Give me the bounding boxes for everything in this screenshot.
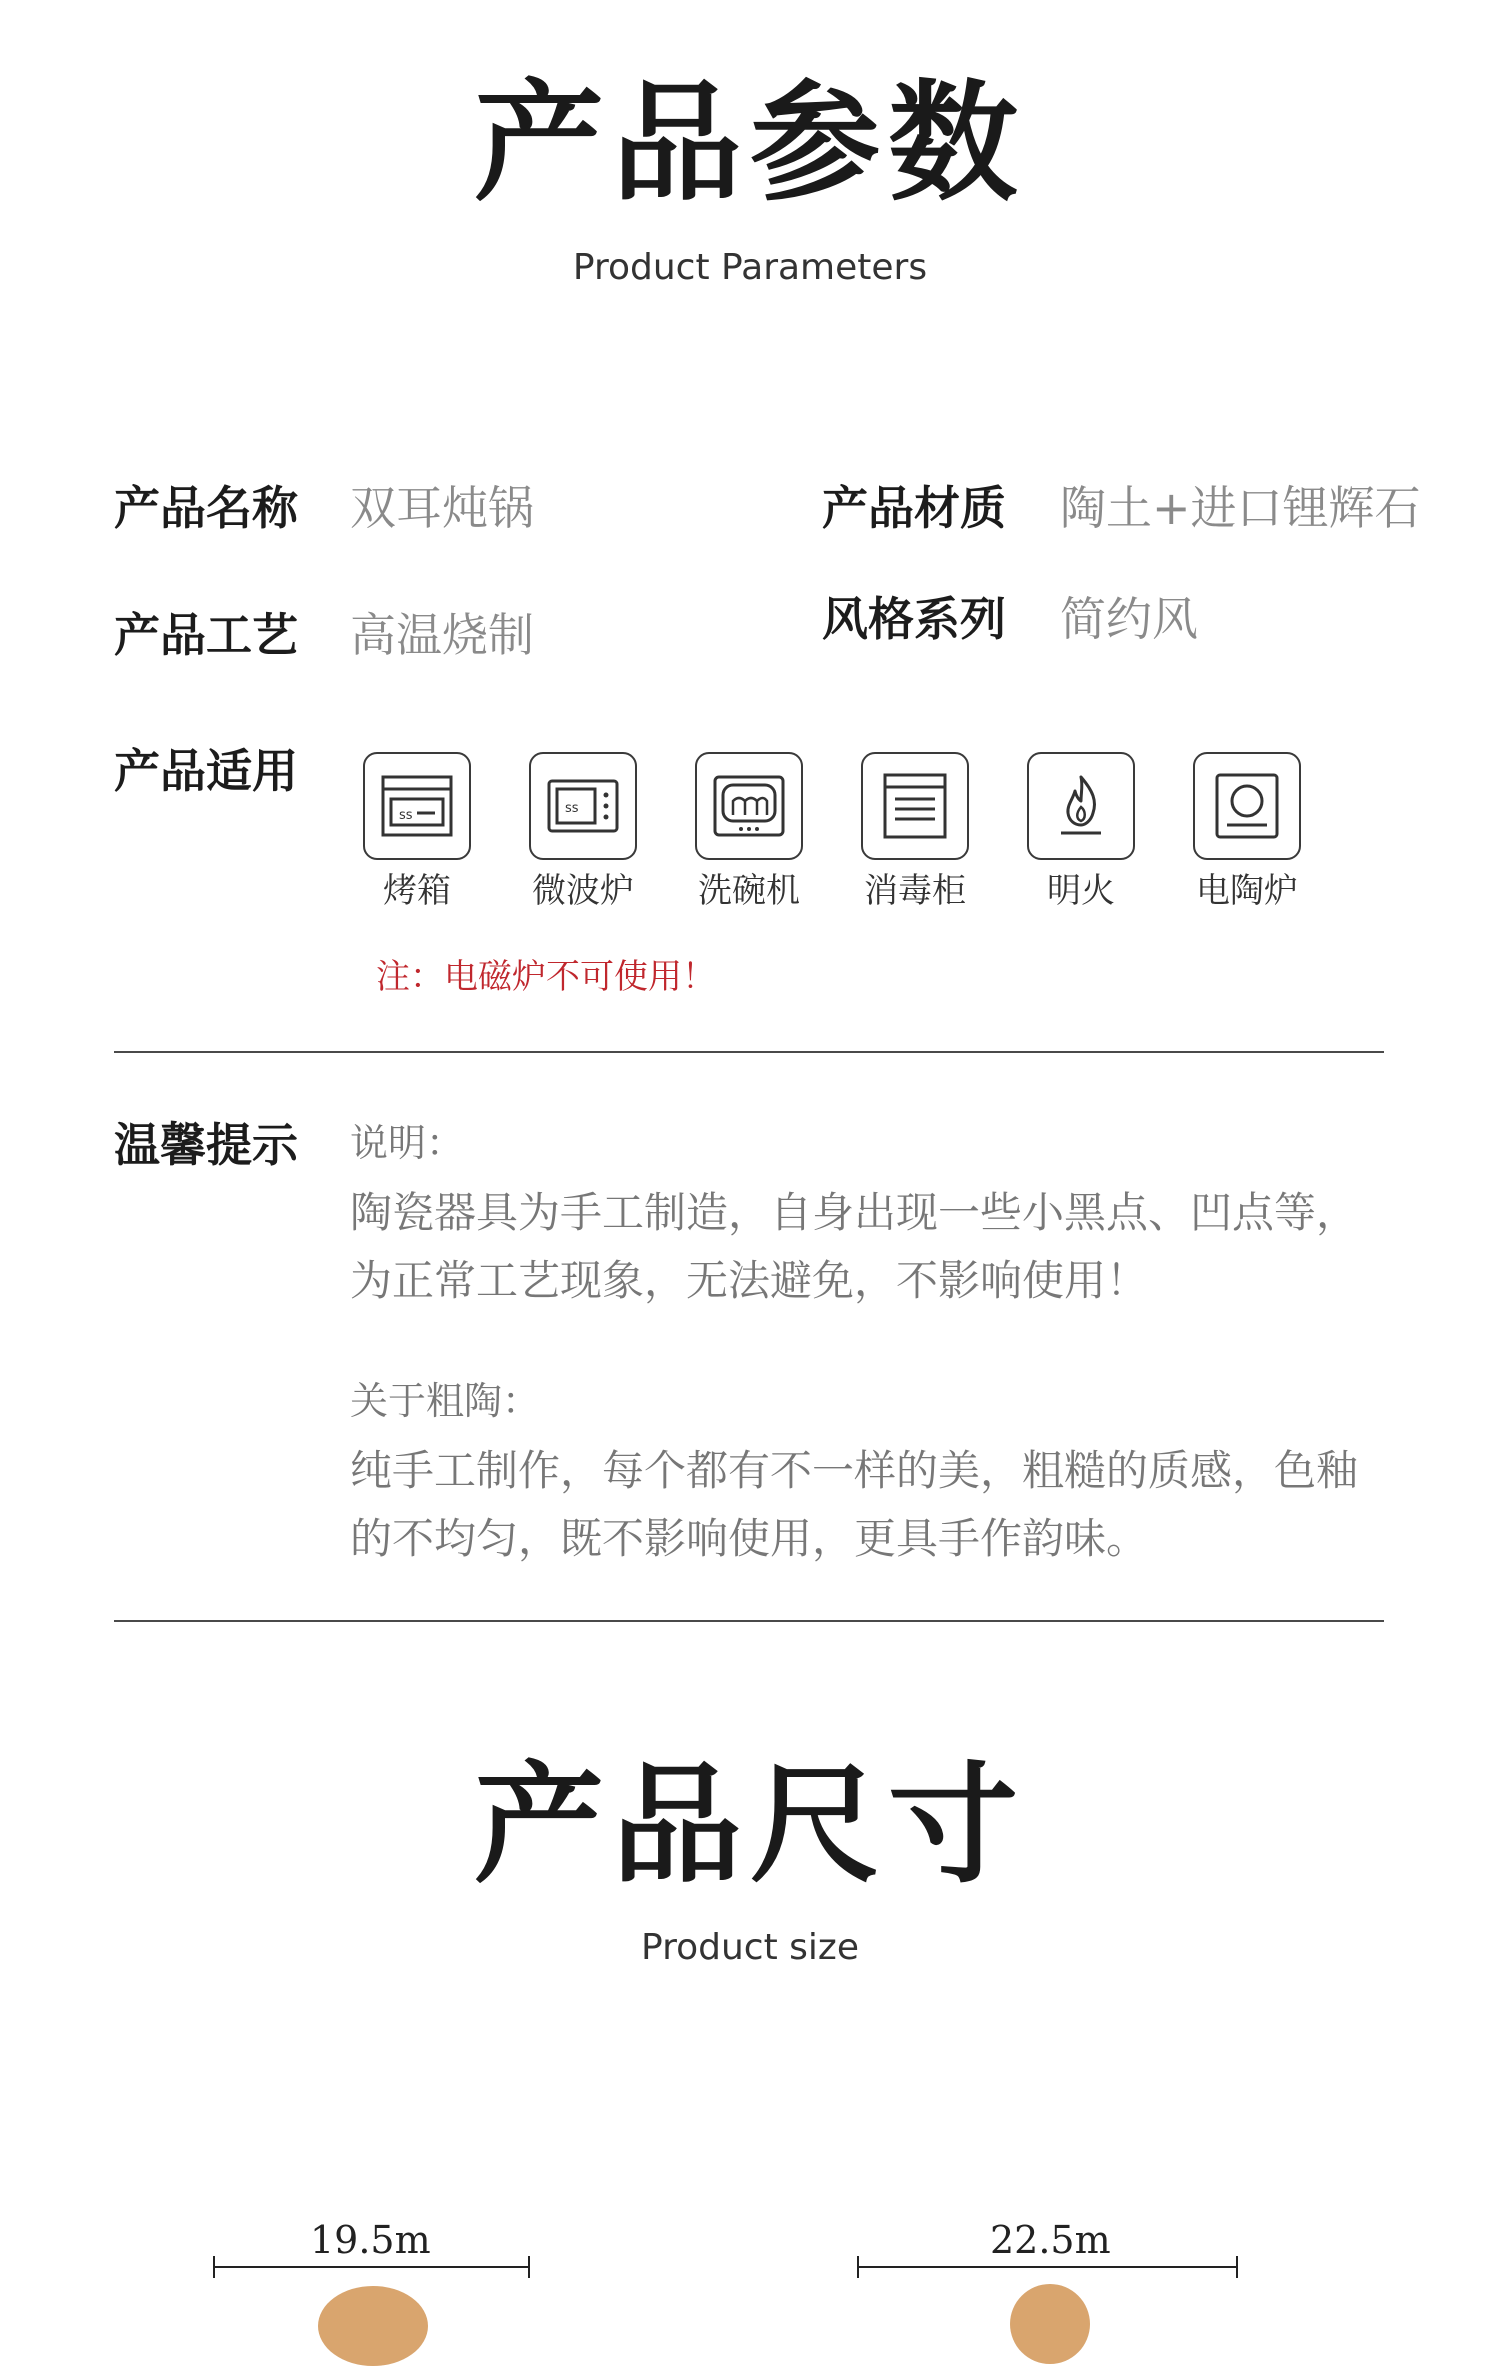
tips-section2-heading: 关于粗陶： xyxy=(350,1379,541,1423)
usage-item-dishwasher xyxy=(669,752,829,911)
tips-label: 温馨提示 xyxy=(114,1118,298,1172)
usage-item-oven xyxy=(337,752,497,911)
electric-ceramic-stove-icon xyxy=(1193,752,1301,860)
tips-section2-line2: 的不均匀，既不影响使用，更具手作韵味。 xyxy=(350,1514,1149,1563)
size-subtitle: Product size xyxy=(641,1927,859,1968)
dishwasher-icon xyxy=(695,752,803,860)
size-title: 产品尺寸 xyxy=(473,1749,1026,1901)
product-style-label: 风格系列 xyxy=(822,592,1006,646)
dimension-tick-left-end xyxy=(528,2256,530,2278)
sterilizer-cabinet-icon xyxy=(861,752,969,860)
divider-top xyxy=(114,1051,1384,1053)
dimension-tick-right-start xyxy=(857,2256,859,2278)
dimension-line-right xyxy=(858,2266,1238,2268)
usage-label-dishwasher: 洗碗机 xyxy=(698,871,800,911)
usage-label-sterilizer: 消毒柜 xyxy=(864,871,966,911)
page-subtitle: Product Parameters xyxy=(572,247,928,288)
microwave-icon xyxy=(529,752,637,860)
pot-top-right xyxy=(1010,2284,1090,2364)
usage-label-open-flame: 明火 xyxy=(1047,871,1115,911)
tips-section1-line1: 陶瓷器具为手工制造，自身出现一些小黑点、凹点等， xyxy=(350,1188,1359,1237)
dimension-label-right: 22.5m xyxy=(990,2218,1111,2262)
product-style-value: 简约风 xyxy=(1060,592,1198,646)
svg-text:ss: ss xyxy=(399,808,413,823)
tips-section1-heading: 说明： xyxy=(350,1121,465,1165)
usage-label-oven: 烤箱 xyxy=(383,871,451,911)
usage-label-microwave: 微波炉 xyxy=(532,871,634,911)
usage-item-electric-ceramic-stove xyxy=(1167,752,1327,911)
usage-item-microwave xyxy=(503,752,663,911)
product-name-label: 产品名称 xyxy=(114,481,298,535)
product-material-label: 产品材质 xyxy=(822,481,1006,535)
page-title: 产品参数 xyxy=(473,67,1026,219)
product-name-value: 双耳炖锅 xyxy=(350,481,534,535)
dimension-line-left xyxy=(214,2266,530,2268)
product-usage-label: 产品适用 xyxy=(114,744,298,798)
dimension-tick-right-end xyxy=(1236,2256,1238,2278)
tips-section1-line2: 为正常工艺现象，无法避免，不影响使用！ xyxy=(350,1256,1149,1305)
pot-top-left xyxy=(318,2286,428,2366)
induction-warning-note: 注：电磁炉不可使用！ xyxy=(376,957,716,997)
product-process-label: 产品工艺 xyxy=(114,608,298,662)
oven-icon xyxy=(363,752,471,860)
usage-label-electric-ceramic-stove: 电陶炉 xyxy=(1196,871,1298,911)
product-process-value: 高温烧制 xyxy=(350,608,534,662)
product-material-value: 陶土+进口锂辉石 xyxy=(1060,481,1421,535)
dimension-tick-left-start xyxy=(213,2256,215,2278)
usage-item-sterilizer xyxy=(835,752,995,911)
open-flame-icon xyxy=(1027,752,1135,860)
usage-item-open-flame xyxy=(1001,752,1161,911)
tips-section2-line1: 纯手工制作，每个都有不一样的美，粗糙的质感，色釉 xyxy=(350,1446,1359,1495)
divider-bottom xyxy=(114,1620,1384,1622)
dimension-label-left: 19.5m xyxy=(310,2218,431,2262)
svg-text:ss: ss xyxy=(565,801,579,816)
